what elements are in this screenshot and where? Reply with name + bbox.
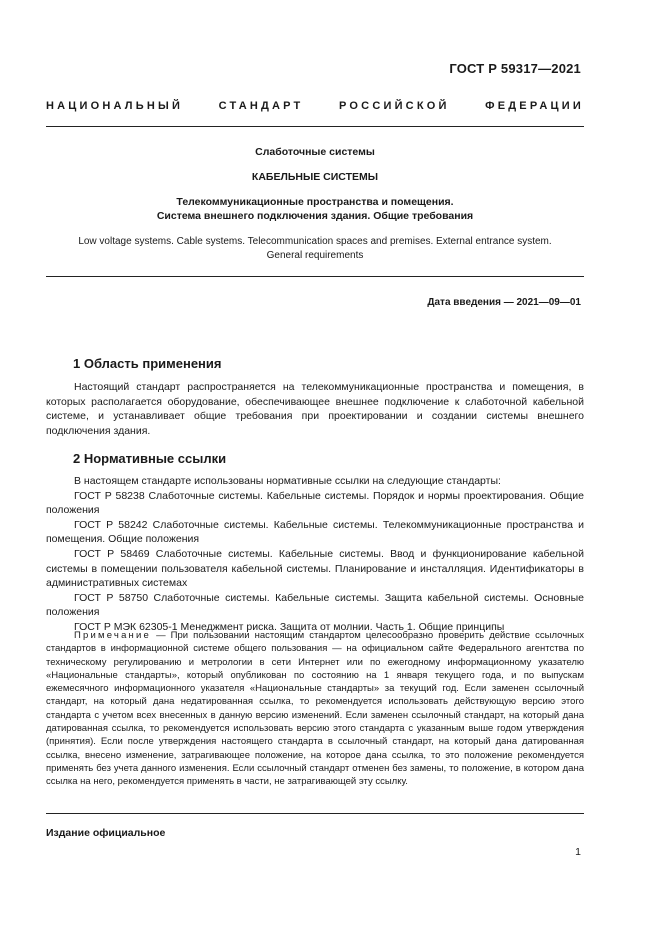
top-rule [46, 126, 584, 127]
reference-item: ГОСТ Р 58242 Слаботочные системы. Кабельные системы. Телекоммуникационные пространства и помещения. Общие положения [46, 518, 584, 546]
official-edition-label: Издание официальное [46, 827, 166, 839]
note-text: — При пользовании настоящим стандартом целесообразно проверить действие ссылочных стандартов в информационной системе общего пользования — на официальном сайте Федерального агентства по техническому регулированию и метрологии в сети Интернет или по ежегодному информационному указателю «Национальные стандарты», который опубликован по состоянию на 1 января текущего года, и по выпускам ежемесячного информационного указателя «Национальные стандарты» за текущий год. Если заменен ссылочный стандарт, на который дана недатированная ссылка, то рекомендуется использовать действующую версию этого стандарта с учетом всех внесенных в данную версию изменений. Если заменен ссылочный стандарт, на который дана датированная ссылка, то рекомендуется использовать версию этого стандарта с указанным выше годом утверждения (принятия). Если после утверждения настоящего стандарта в ссылочный стандарт, на который дана датированная ссылка, внесено изменение, затрагивающее положение, на которое дана ссылка, то это положение рекомендуется применять без учета данного изменения. Если ссылочный стандарт отменен без замены, то положение, в котором дана ссылка на него, рекомендуется применять в части, не затрагивающей эту ссылку. [46, 630, 584, 788]
reference-item: ГОСТ Р МЭК 62305-1 Менеджмент риска. Защита от молнии. Часть 1. Общие принципы [74, 620, 505, 633]
national-standard-banner: НАЦИОНАЛЬНЫЙ СТАНДАРТ РОССИЙСКОЙ ФЕДЕРАЦИИ [46, 100, 584, 112]
title-main: КАБЕЛЬНЫЕ СИСТЕМЫ [251, 171, 379, 183]
section-1-text [46, 380, 584, 438]
title-english-line1: Low voltage systems. Cable systems. Telecommunication spaces and premises. External entrance system. [78, 236, 552, 247]
section-1-paragraph: Настоящий стандарт распространяется на телекоммуникационные пространства и помещения, в которых располагается оборудование, обеспечивающее внешнее подключение к слаботочной кабельной системе, и устанавливает общие требования при проектировании и создании системы внешнего подключения здания. [46, 381, 584, 437]
title-sub-line1: Телекоммуникационные пространства и помещения. [176, 196, 454, 208]
section-2-references [46, 474, 584, 635]
document-number: ГОСТ Р 59317—2021 [449, 61, 581, 76]
title-series: Слаботочные системы [255, 146, 375, 158]
note-label: Примечание [74, 630, 151, 641]
title-rule [46, 276, 584, 277]
title-english [46, 235, 584, 263]
introduction-date: Дата введения — 2021—09—01 [427, 297, 581, 308]
reference-item: ГОСТ Р 58469 Слаботочные системы. Кабельные системы. Ввод и функционирование кабельной системы в помещении пользователя кабельной системы. Планирование и инсталляция. Идентификаторы в административных системах [46, 547, 584, 590]
section-1-heading: 1 Область применения [73, 356, 222, 371]
page-number: 1 [575, 846, 581, 858]
title-sub-line2: Система внешнего подключения здания. Общие требования [156, 210, 474, 222]
reference-item: ГОСТ Р 58238 Слаботочные системы. Кабельные системы. Порядок и нормы проектирования. Общие положения [46, 489, 584, 517]
title-english-line2: General requirements [266, 250, 364, 261]
reference-item: ГОСТ Р 58750 Слаботочные системы. Кабельные системы. Защита кабельной системы. Основные положения [46, 591, 584, 619]
note-paragraph [46, 629, 584, 789]
section-2-heading: 2 Нормативные ссылки [73, 451, 227, 466]
section-2-note [46, 629, 584, 789]
section-2-intro: В настоящем стандарте использованы нормативные ссылки на следующие стандарты: [74, 475, 501, 487]
footer-rule [46, 813, 584, 814]
